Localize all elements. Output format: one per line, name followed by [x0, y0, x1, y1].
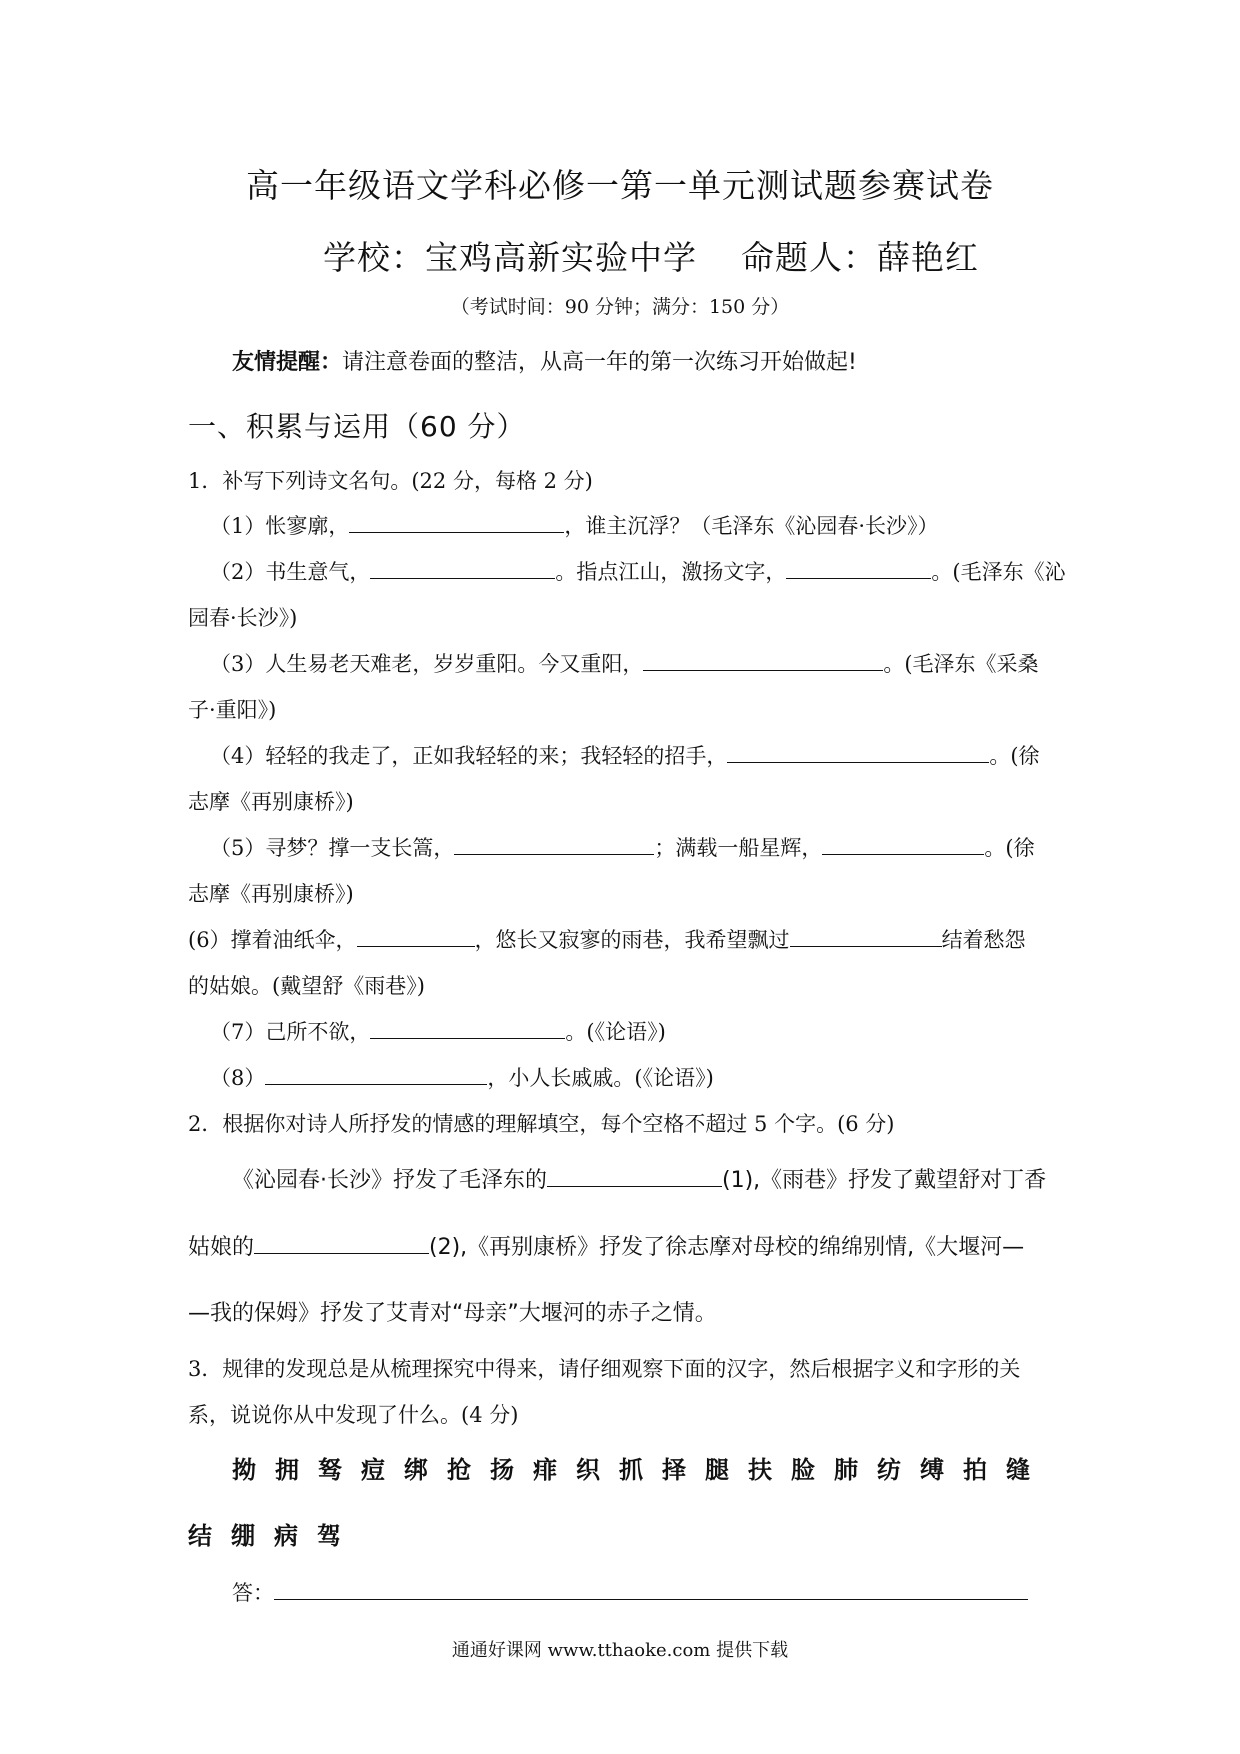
q3-answer — [232, 1577, 1028, 1607]
q1-item3-text-a: （3）人生易老天难老，岁岁重阳。今又重阳， — [210, 652, 644, 676]
reminder-label: 友情提醒： — [232, 350, 343, 375]
hanzi-char: 抓 — [619, 1456, 643, 1484]
fill-blank[interactable] — [349, 510, 564, 533]
q1-item4-cont: 志摩《再别康桥》) — [188, 790, 354, 814]
hanzi-char: 缚 — [920, 1456, 944, 1484]
hanzi-char: 驾 — [317, 1522, 341, 1550]
hanzi-char: 抢 — [447, 1456, 471, 1484]
q1-item2-cont: 园春·长沙》) — [188, 606, 298, 630]
hanzi-char: 择 — [662, 1456, 686, 1484]
hanzi-char: 绷 — [231, 1522, 255, 1550]
q1-item5-text-c: 。(徐 — [984, 836, 1035, 860]
answer-label: 答： — [232, 1581, 274, 1605]
hanzi-char: 拗 — [232, 1456, 256, 1484]
hanzi-char: 扬 — [490, 1456, 514, 1484]
answer-blank[interactable] — [274, 1577, 1028, 1600]
q2-text: (2),《再别康桥》抒发了徐志摩对母校的绵绵别情,《大堰河— — [429, 1235, 1025, 1260]
q3-stem-line1: 3．规律的发现总是从梳理探究中得来，请仔细观察下面的汉字，然后根据字义和字形的关 — [188, 1357, 1021, 1381]
q1-stem: 1．补写下列诗文名句。(22 分，每格 2 分) — [188, 469, 593, 493]
q1-item4-text-a: （4）轻轻的我走了，正如我轻轻的来；我轻轻的招手， — [210, 744, 728, 768]
fill-blank[interactable] — [822, 832, 984, 855]
q1-item4-text-b: 。(徐 — [989, 744, 1040, 768]
q1-item2-text-b: 。指点江山，激扬文字， — [555, 560, 787, 584]
fill-blank[interactable] — [357, 924, 475, 947]
q1-item5-text-a: （5）寻梦？撑一支长篙， — [210, 836, 455, 860]
hanzi-char: 肺 — [834, 1456, 858, 1484]
q1-item7 — [210, 1016, 666, 1046]
reminder-text: 请注意卷面的整洁，从高一年的第一次练习开始做起! — [342, 350, 857, 375]
hanzi-char: 缝 — [1006, 1456, 1030, 1484]
q1-item6 — [188, 924, 1026, 954]
q1-item6-text-a: (6）撑着油纸伞， — [188, 928, 357, 952]
q1-item3-text-b: 。(毛泽东《采桑 — [883, 652, 1039, 676]
hanzi-char: 脸 — [791, 1456, 815, 1484]
hanzi-char: 痘 — [361, 1456, 385, 1484]
fill-blank[interactable] — [790, 924, 942, 947]
hanzi-char: 纺 — [877, 1456, 901, 1484]
q1-item2-text-a: （2）书生意气， — [210, 560, 371, 584]
fill-blank[interactable] — [454, 832, 654, 855]
q2-text: 《沁园春·长沙》抒发了毛泽东的 — [232, 1168, 547, 1193]
q1-item1-text-b: ，谁主沉浮？（毛泽东《沁园春·长沙》） — [564, 514, 939, 538]
hanzi-char: 结 — [188, 1522, 212, 1550]
hanzi-char: 腿 — [705, 1456, 729, 1484]
q3-stem-line2: 系，说说你从中发现了什么。(4 分) — [188, 1403, 519, 1427]
q1-item7-text-b: 。(《论语》) — [565, 1020, 666, 1044]
q2-text: 姑娘的 — [188, 1235, 255, 1260]
question-author: 命题人：薛艳红 — [741, 238, 979, 277]
hanzi-char: 扶 — [748, 1456, 772, 1484]
hanzi-char: 病 — [274, 1522, 298, 1550]
fill-blank[interactable] — [265, 1062, 487, 1085]
hanzi-char: 织 — [576, 1456, 600, 1484]
q2-paragraph-line3: —我的保姆》抒发了艾青对“母亲”大堰河的赤子之情。 — [188, 1301, 717, 1326]
hanzi-char: 驽 — [318, 1456, 342, 1484]
exam-title: 高一年级语文学科必修一第一单元测试题参赛试卷 — [246, 166, 994, 205]
q1-item3 — [210, 648, 1039, 678]
q1-item6-text-b: ，悠长又寂寥的雨巷，我希望飘过 — [474, 928, 790, 952]
q2-paragraph-line1 — [232, 1163, 1046, 1194]
fill-blank[interactable] — [370, 1016, 565, 1039]
fill-blank[interactable] — [254, 1231, 429, 1254]
hanzi-char: 拍 — [963, 1456, 987, 1484]
q1-item6-text-c: 结着愁怨 — [941, 928, 1026, 952]
hanzi-char: 拥 — [275, 1456, 299, 1484]
q1-item5 — [210, 832, 1035, 862]
q2-stem: 2．根据你对诗人所抒发的情感的理解填空，每个空格不超过 5 个字。(6 分) — [188, 1112, 895, 1136]
q1-item5-cont: 志摩《再别康桥》) — [188, 882, 354, 906]
section-heading: 一、积累与运用（60 分） — [188, 410, 526, 443]
fill-blank[interactable] — [643, 648, 883, 671]
char-list-row2 — [188, 1516, 360, 1551]
q1-item1-text-a: （1）怅寥廓， — [210, 514, 350, 538]
exam-info: （考试时间：90 分钟；满分：150 分） — [450, 296, 790, 318]
fill-blank[interactable] — [370, 556, 555, 579]
fill-blank[interactable] — [727, 740, 989, 763]
school-name: 学校：宝鸡高新实验中学 — [323, 238, 697, 277]
q1-item8-text-b: ，小人长戚戚。(《论语》) — [487, 1066, 714, 1090]
q1-item5-text-b: ；满载一船星辉， — [654, 836, 823, 860]
q1-item8-text-a: （8） — [210, 1066, 266, 1090]
fill-blank[interactable] — [786, 556, 931, 579]
q1-item1 — [210, 510, 939, 540]
q1-item8 — [210, 1062, 714, 1092]
hanzi-char: 痱 — [533, 1456, 557, 1484]
q2-paragraph-line2 — [188, 1230, 1024, 1261]
q2-text: (1),《雨巷》抒发了戴望舒对丁香 — [722, 1168, 1047, 1193]
char-list-row1 — [232, 1450, 1049, 1485]
fill-blank[interactable] — [547, 1164, 722, 1187]
hanzi-char: 绑 — [404, 1456, 428, 1484]
q1-item6-cont: 的姑娘。(戴望舒《雨巷》) — [188, 974, 425, 998]
footer-source: 通通好课网 www.tthaoke.com 提供下载 — [451, 1640, 789, 1661]
q1-item4 — [210, 740, 1040, 770]
q1-item2-text-c: 。(毛泽东《沁 — [931, 560, 1066, 584]
q1-item3-cont: 子·重阳》) — [188, 698, 277, 722]
q1-item7-text-a: （7）己所不欲， — [210, 1020, 371, 1044]
friendly-reminder — [232, 345, 857, 376]
q1-item2 — [210, 556, 1066, 586]
